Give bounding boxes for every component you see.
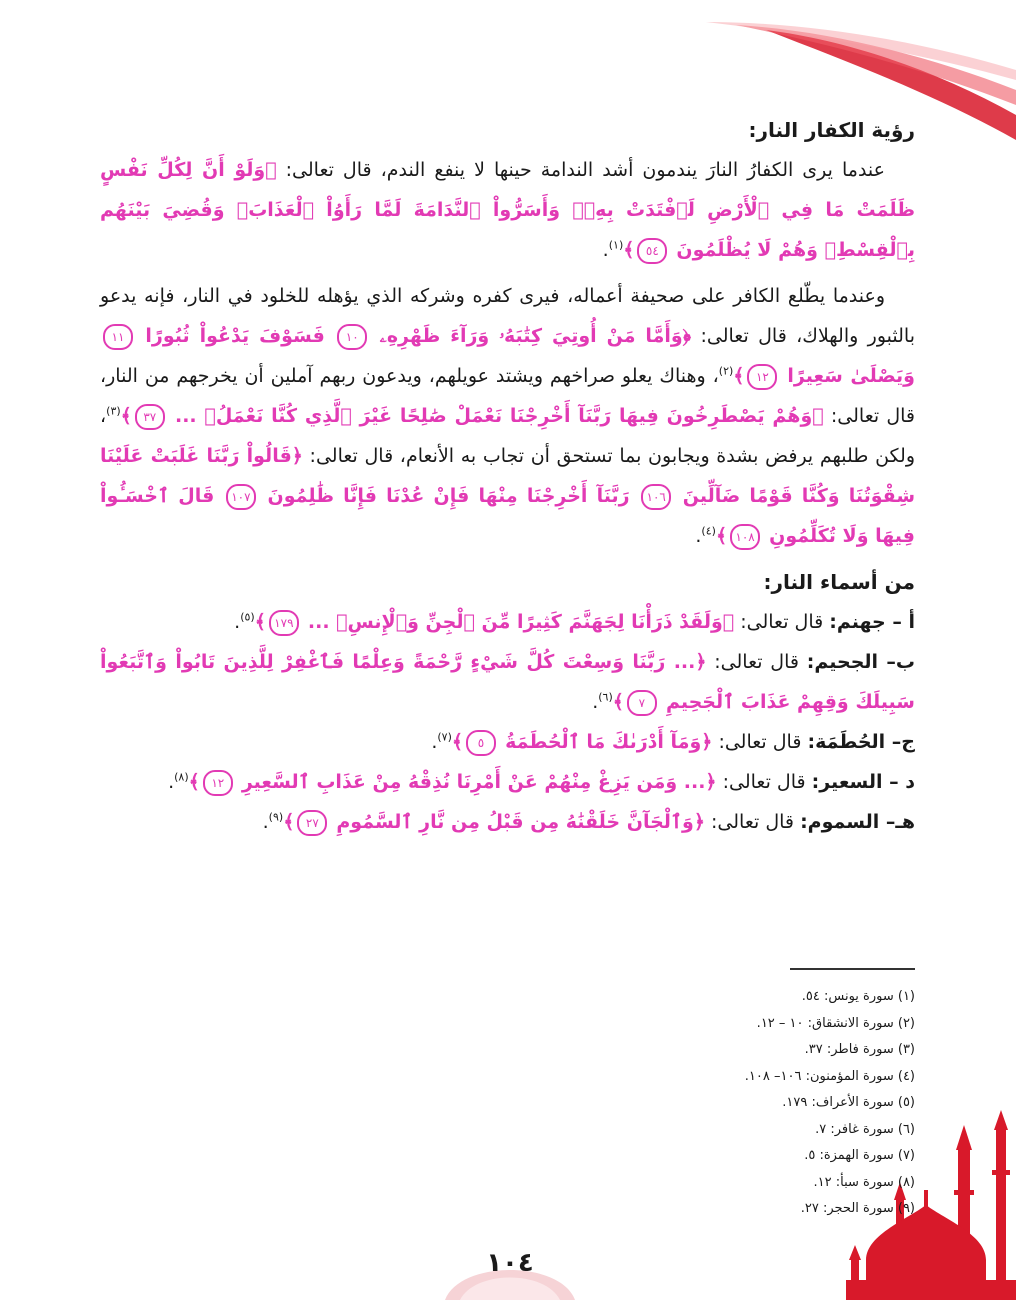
page-number: ١٠٤ <box>486 1248 534 1278</box>
quran-close-bracket: ﴾ <box>623 239 635 261</box>
ayah-number-marker: ١٠٦ <box>641 484 671 510</box>
body-text: قال تعالى: <box>704 811 801 833</box>
ayah-number-marker: ٧ <box>627 690 657 716</box>
ayah-number-marker: ١٢ <box>747 364 777 390</box>
footnote: (٥) سورة الأعراف: ١٧٩. <box>782 1095 915 1110</box>
ayah-number-marker: ١٠٧ <box>226 484 256 510</box>
item-label: ب– الجحيم: <box>806 651 915 673</box>
quran-close-bracket: ﴾ <box>254 611 266 633</box>
period: . <box>592 691 599 713</box>
ayah-number-marker: ١٢ <box>203 770 233 796</box>
ayah-number-marker: ٥ <box>466 730 496 756</box>
body-text: ، وهناك يعلو صراخهم ويشتد عويلهم، ويدعون ربهم آملين أن يخرجهم من النار، قال تعالى: <box>100 365 916 427</box>
quran-close-bracket: ﴾ <box>120 405 132 427</box>
paragraph-record-of-deeds: وعندما يطّلع الكافر على صحيفة أعماله، فيرى كفره وشركه الذي يؤهله للخلود في النار، فإنه يدعو بالثبور والهلاك، قال تعالى: ﴿وَأَمَّا مَنْ أُوتِيَ كِتَٰبَهُۥ وَرَآءَ ظَهْرِهِۦ ١٠ فَسَوْفَ يَدْعُواْ ثُبُورًا ١١ وَيَصْلَىٰ سَعِيرًا ١٢﴾$^{(٢)}$، وهناك يعلو صراخهم ويشتد عويلهم، ويدعون ربهم آملين أن يخرجهم من النار، قال تعالى: ﴿وَهُمْ يَصْطَرِخُونَ فِيهَا رَبَّنَآ أَخْرِجْنَا نَعْمَلْ صَٰلِحًا غَيْرَ ٱلَّذِي كُنَّا نَعْمَلُۚ ... ٣٧﴾$^{(٣)}$، ولكن طلبهم يرفض بشدة ويجابون بما تستحق أن تجاب به الأنعام، قال تعالى: ﴿قَالُواْ رَبَّنَا غَلَبَتْ عَلَيْنَا شِقْوَتُنَا وَكُنَّا قَوْمًا ضَآلِّينَ ١٠٦ رَبَّنَآ أَخْرِجْنَا مِنْهَا فَإِنْ عُدْنَا فَإِنَّا ظَٰلِمُونَ ١٠٧ قَالَ ٱخْسَـُٔواْ فِيهَا وَلَا تُكَلِّمُونِ ١٠٨﴾$^{(٤)}$. <box>100 276 915 556</box>
body-text: وعندما يطّلع الكافر على صحيفة أعماله، فيرى كفره وشركه الذي يؤهله للخلود في النار، فإنه يدعو بالثبور والهلاك، قال تعالى: <box>100 285 915 347</box>
footnote: (٦) سورة غافر: ٧. <box>815 1121 915 1137</box>
footnote-divider <box>790 968 915 970</box>
ayah-number-marker: ٥٤ <box>637 238 667 264</box>
quran-close-bracket: ﴾ <box>715 525 728 547</box>
quran-verse: رَبَّنَآ أَخْرِجْنَا مِنْهَا فَإِنْ عُدْنَا فَإِنَّا ظَٰلِمُونَ <box>267 485 630 507</box>
body-text: قال تعالى: <box>712 731 808 753</box>
quran-close-bracket: ﴾ <box>612 691 624 713</box>
quran-close-bracket: ﴾ <box>451 731 464 753</box>
quran-close-bracket: ﴾ <box>188 771 200 793</box>
quran-verse: ﴿وَٱلْجَآنَّ خَلَقْنَٰهُ مِن قَبْلُ مِن نَّارِ ٱلسَّمُومِ <box>336 811 705 833</box>
ayah-number-marker: ١٧٩ <box>269 610 299 636</box>
quran-close-bracket: ﴾ <box>283 811 295 833</box>
period: . <box>262 811 269 833</box>
list-item <box>100 722 915 762</box>
quran-verse: ﴿وَلَوْ أَنَّ لِكُلِّ نَفْسٍ ظَلَمَتْ مَا فِي ٱلْأَرْضِ لَٱفْتَدَتْ بِهِۦۗ وَأَسَرُّواْ ٱلنَّدَامَةَ لَمَّا رَأَوُاْ ٱلْعَذَابَۖ وَقُضِيَ بَيْنَهُم بِٱلْقِسْطِۚ وَهُمْ لَا يُظْلَمُونَ <box>100 159 915 261</box>
footnote-ref[interactable]: (٢) <box>718 364 734 378</box>
footnote-ref[interactable]: (٨) <box>174 770 189 784</box>
quran-close-bracket: ﴾ <box>733 365 745 387</box>
footnote: (٩) سورة الحجر: ٢٧. <box>800 1201 915 1216</box>
item-label: د – السعير: <box>811 771 915 793</box>
period: . <box>431 731 438 753</box>
body-text: ، ولكن طلبهم يرفض بشدة ويجابون بما تستحق أن تجاب به الأنعام، قال تعالى: <box>100 405 915 467</box>
period: . <box>234 611 241 633</box>
ayah-number-marker: ١٠ <box>337 324 367 350</box>
footnote-ref[interactable]: (٤) <box>701 524 716 538</box>
ayah-number-marker: ٣٧ <box>135 404 165 430</box>
ayah-number-marker: ٢٧ <box>297 810 327 836</box>
body-text: قال تعالى: <box>706 651 807 673</box>
footnote-ref[interactable]: (٣) <box>106 404 121 418</box>
quran-verse: ﴿... وَمَن يَزِغْ مِنْهُمْ عَنْ أَمْرِنَا نُذِقْهُ مِنْ عَذَابِ ٱلسَّعِيرِ <box>241 771 717 793</box>
footnote-ref[interactable]: (٥) <box>240 610 255 624</box>
footnote: (٨) سورة سبأ: ١٢. <box>813 1174 915 1190</box>
ayah-number-marker: ١٠٨ <box>730 524 760 550</box>
footnote: (٤) سورة المؤمنون: ١٠٦– ١٠٨. <box>744 1068 915 1084</box>
quran-verse: ﴿... رَبَّنَا وَسِعْتَ كُلَّ شَيْءٍ رَّحْمَةً وَعِلْمًا فَٱغْفِرْ لِلَّذِينَ تَابُواْ وَٱتَّبَعُواْ سَبِيلَكَ وَقِهِمْ عَذَابَ ٱلْجَحِيمِ <box>100 651 915 713</box>
quran-verse: وَيَصْلَىٰ سَعِيرًا <box>787 365 915 387</box>
item-label: هـ– السموم: <box>800 811 915 833</box>
list-item <box>100 602 915 642</box>
footnote: (٧) سورة الهمزة: ٥. <box>804 1148 915 1163</box>
section-heading-disbelievers-seeing-fire: رؤية الكفار النار: <box>748 118 915 142</box>
quran-verse: ﴿وَمَآ أَدْرَىٰكَ مَا ٱلْحُطَمَةُ <box>505 731 713 753</box>
body-text: عندما يرى الكفارُ النارَ يندمون أشد الندامة حينها لا ينفع الندم، قال تعالى: <box>276 159 885 181</box>
list-item <box>100 802 915 842</box>
footnote: (٣) سورة فاطر: ٣٧. <box>804 1042 915 1057</box>
body-text: قال تعالى: <box>734 611 830 633</box>
footnote-ref[interactable]: (٦) <box>598 690 613 704</box>
footnote-ref[interactable]: (٩) <box>268 810 284 824</box>
quran-verse: ﴿قَالُواْ رَبَّنَا غَلَبَتْ عَلَيْنَا شِقْوَتُنَا وَكُنَّا قَوْمًا ضَآلِّينَ <box>100 445 916 507</box>
quran-verse: ﴿وَأَمَّا مَنْ أُوتِيَ كِتَٰبَهُۥ وَرَآءَ ظَهْرِهِۦ <box>379 325 692 347</box>
paragraph-regret: عندما يرى الكفارُ النارَ يندمون أشد الندامة حينها لا ينفع الندم، قال تعالى: ﴿وَلَوْ أَنَّ لِكُلِّ نَفْسٍ ظَلَمَتْ مَا فِي ٱلْأَرْضِ لَٱفْتَدَتْ بِهِۦۗ وَأَسَرُّواْ ٱلنَّدَامَةَ لَمَّا رَأَوُاْ ٱلْعَذَابَۖ وَقُضِيَ بَيْنَهُم بِٱلْقِسْطِۚ وَهُمْ لَا يُظْلَمُونَ ٥٤﴾$^{(١)}$. <box>100 150 915 270</box>
quran-verse: ﴿وَلَقَدْ ذَرَأْنَا لِجَهَنَّمَ كَثِيرًا مِّنَ ٱلْجِنِّ وَٱلْإِنسِۖ ... <box>307 611 735 633</box>
ayah-number-marker: ١١ <box>103 324 133 350</box>
footnote-ref[interactable]: (١) <box>608 238 624 252</box>
footnote-ref[interactable]: (٧) <box>437 730 452 744</box>
item-label: أ – جهنم: <box>829 611 915 633</box>
footnote: (٢) سورة الانشقاق: ١٠ – ١٢. <box>756 1015 915 1031</box>
names-list <box>100 602 915 842</box>
quran-verse: ﴿وَهُمْ يَصْطَرِخُونَ فِيهَا رَبَّنَآ أَخْرِجْنَا نَعْمَلْ صَٰلِحًا غَيْرَ ٱلَّذِي كُنَّا نَعْمَلُۚ ... <box>175 405 824 427</box>
main-content <box>100 110 915 842</box>
item-label: ج– الحُطَمَة: <box>807 731 915 753</box>
footnotes <box>500 984 915 1223</box>
list-item <box>100 762 915 802</box>
body-text: قال تعالى: <box>716 771 812 793</box>
quran-verse: فَسَوْفَ يَدْعُواْ ثُبُورًا <box>145 325 325 347</box>
period: . <box>168 771 175 793</box>
quran-verse: قَالَ ٱخْسَـُٔواْ فِيهَا وَلَا تُكَلِّمُونِ <box>100 485 915 547</box>
footnote: (١) سورة يونس: ٥٤. <box>801 989 915 1004</box>
list-item <box>100 642 915 722</box>
section-heading-names-of-fire: من أسماء النار: <box>763 570 915 594</box>
